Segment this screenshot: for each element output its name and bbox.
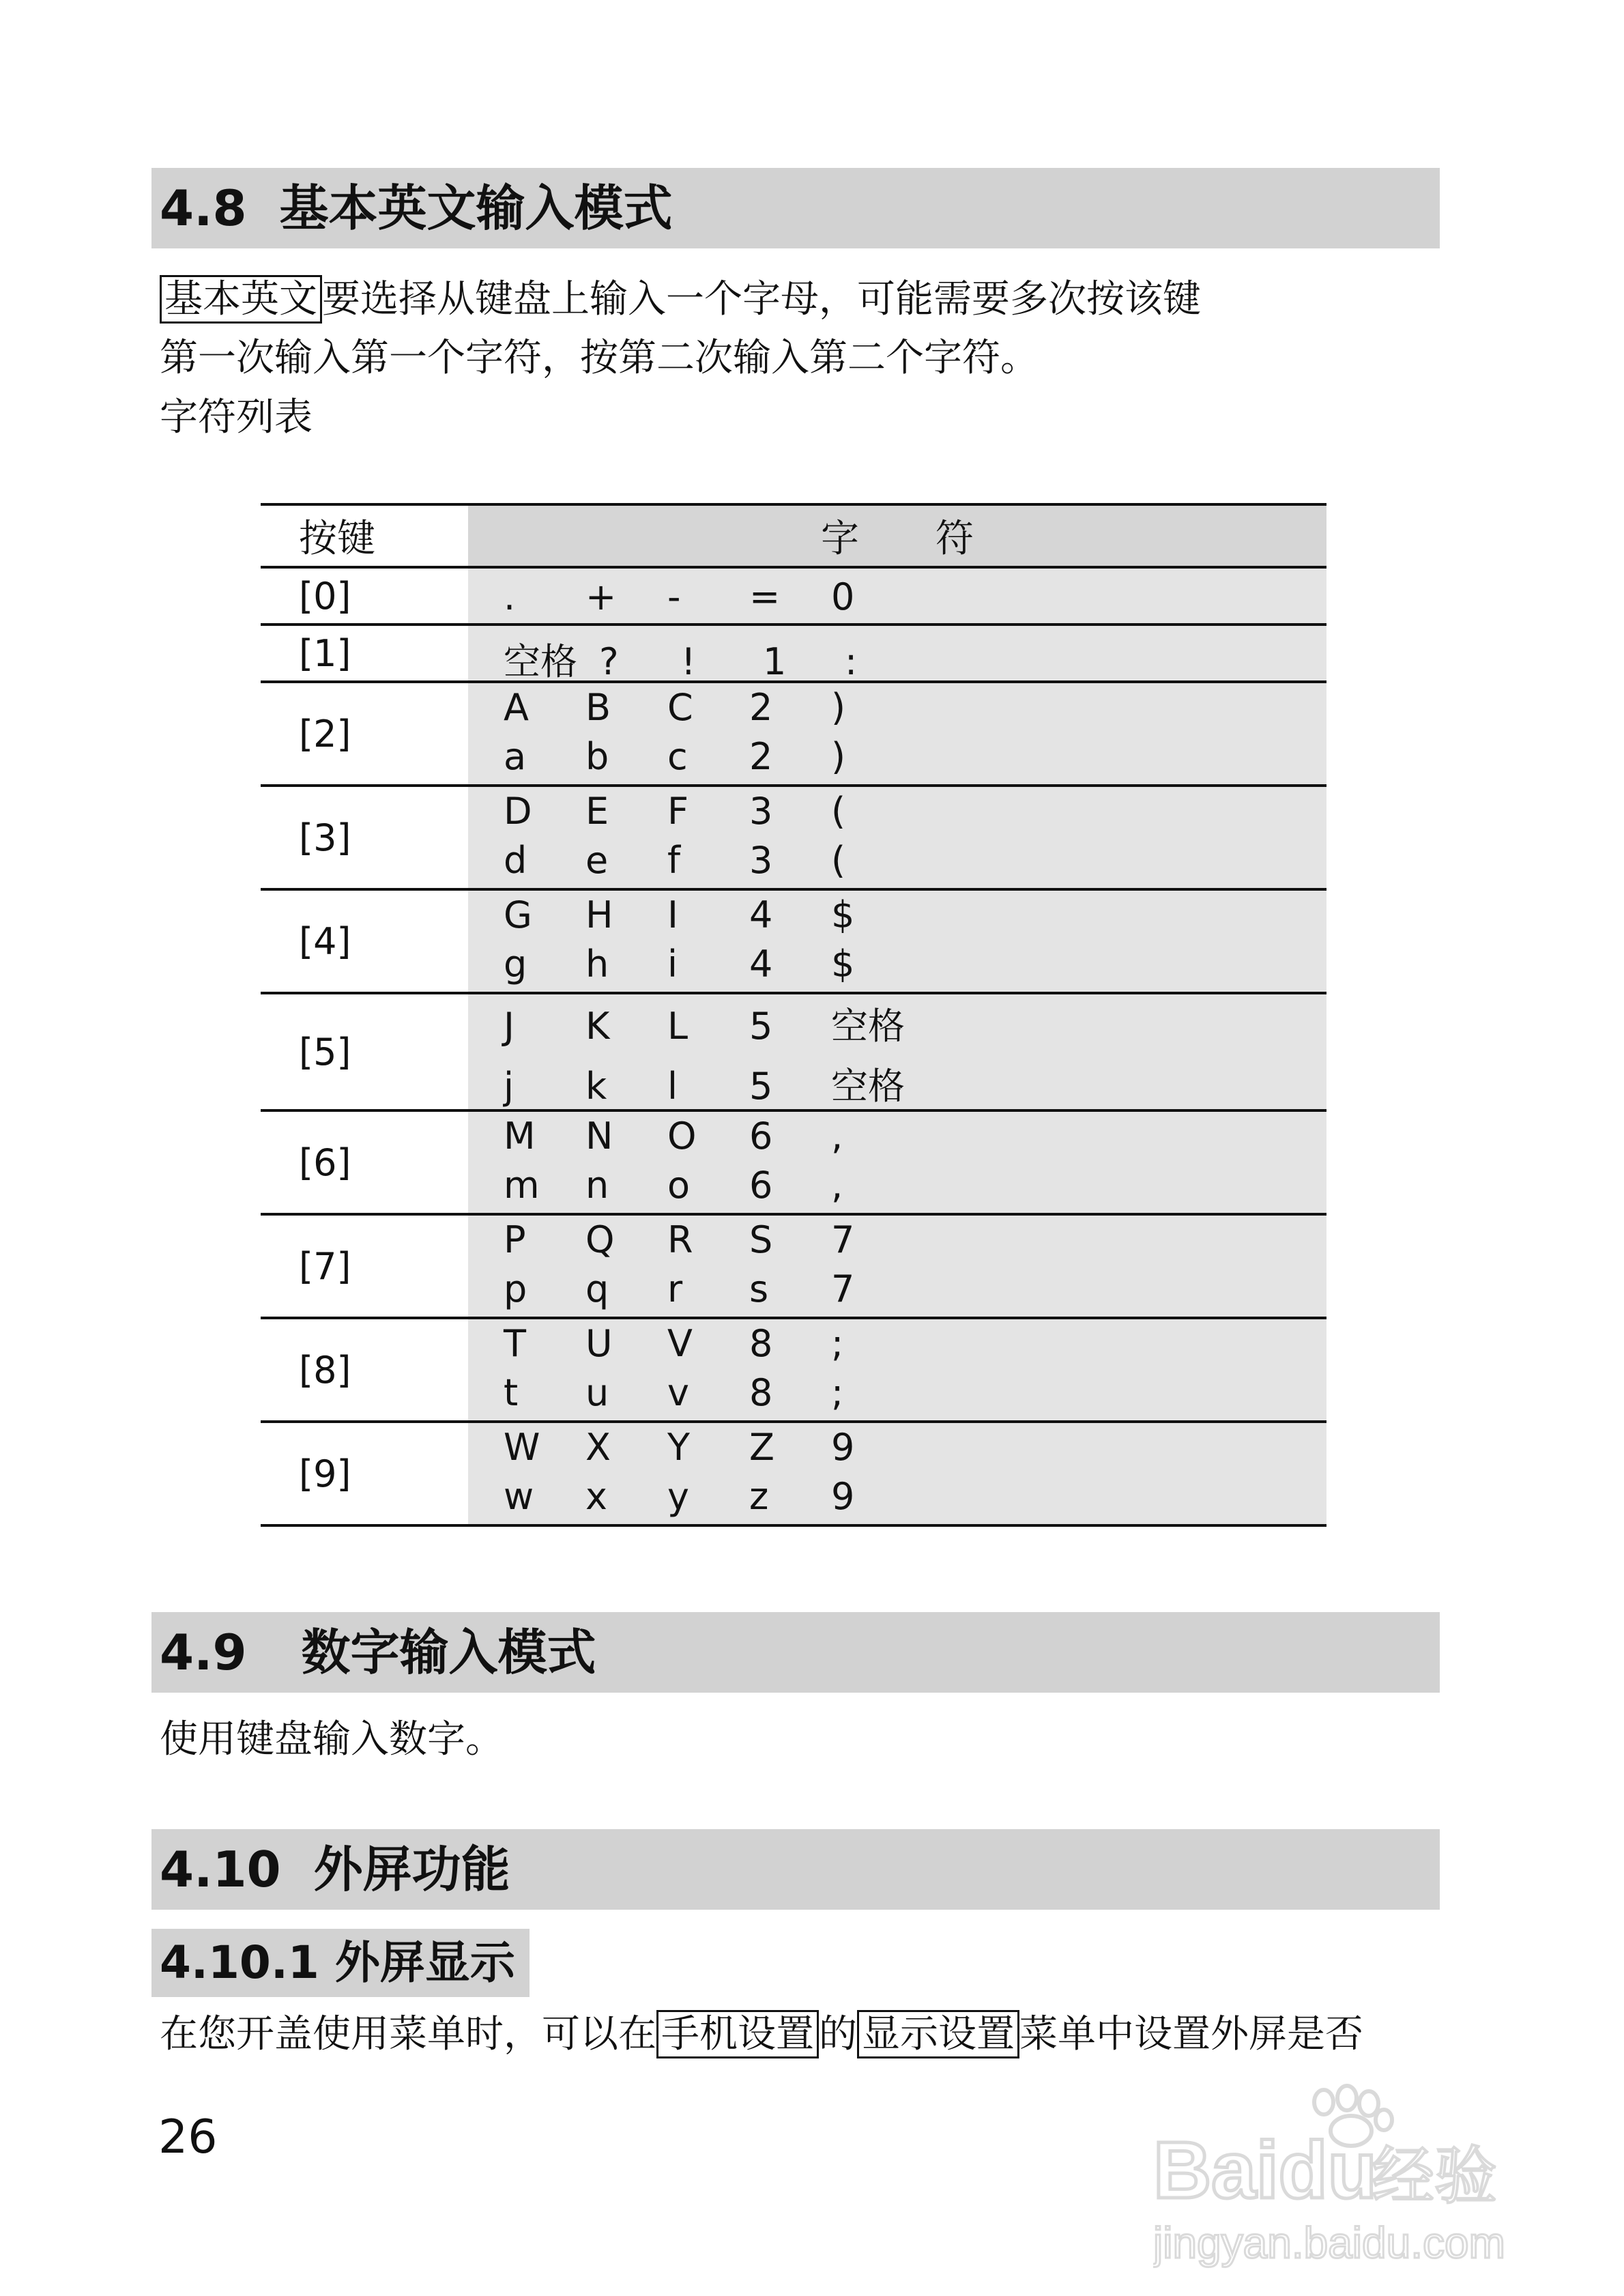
table-row bbox=[261, 787, 1326, 891]
table-row bbox=[261, 1319, 1326, 1423]
character-cell: 0 bbox=[831, 575, 855, 618]
character-cell: + bbox=[585, 575, 617, 618]
character-cell: i bbox=[667, 943, 678, 986]
table-row bbox=[261, 683, 1326, 787]
row-key: [5] bbox=[261, 994, 468, 1109]
character-cell: x bbox=[585, 1475, 607, 1518]
character-cell: - bbox=[667, 575, 681, 618]
character-cell: 7 bbox=[831, 1218, 855, 1261]
header-chars: 字 符 bbox=[468, 506, 1326, 566]
character-cell: ( bbox=[831, 790, 846, 833]
section-4-10-1-body bbox=[160, 2011, 1363, 2058]
character-cell: o bbox=[667, 1164, 691, 1207]
row-characters bbox=[468, 1319, 1326, 1420]
character-cell: H bbox=[585, 893, 613, 936]
character-cell: 4 bbox=[749, 943, 773, 986]
table-header-row bbox=[261, 506, 1326, 569]
character-cell: M bbox=[504, 1115, 536, 1158]
section-heading-4-9 bbox=[151, 1612, 1440, 1693]
table-row bbox=[261, 1112, 1326, 1216]
character-cell: h bbox=[585, 943, 609, 986]
section-number: 4.9 bbox=[160, 1624, 247, 1681]
section-4-9-body: 使用键盘输入数字。 bbox=[160, 1717, 504, 1762]
character-cell: R bbox=[667, 1218, 693, 1261]
subsection-heading-4-10-1: 4.10.1 外屏显示 bbox=[151, 1929, 530, 1997]
header-key: 按键 bbox=[261, 506, 468, 566]
character-cell: k bbox=[585, 1065, 607, 1108]
character-cell: c bbox=[667, 735, 688, 778]
character-cell: 8 bbox=[749, 1371, 773, 1414]
character-cell: 1 bbox=[763, 640, 787, 683]
character-cell: 2 bbox=[749, 735, 773, 778]
table-row bbox=[261, 891, 1326, 994]
character-cell: F bbox=[667, 790, 689, 833]
character-line bbox=[504, 1475, 913, 1518]
character-cell: , bbox=[831, 1115, 843, 1158]
character-line bbox=[504, 575, 913, 618]
character-cell: y bbox=[667, 1475, 689, 1518]
table-row bbox=[261, 994, 1326, 1112]
row-key: [2] bbox=[261, 683, 468, 784]
body-connector: 的 bbox=[819, 2012, 857, 2056]
character-cell: u bbox=[585, 1371, 609, 1414]
character-line bbox=[504, 1426, 913, 1469]
intro-line-1-text: 要选择从键盘上输入一个字母，可能需要多次按该键 bbox=[322, 277, 1201, 321]
character-line bbox=[504, 893, 913, 936]
character-line bbox=[504, 790, 913, 833]
character-cell: ; bbox=[831, 1322, 844, 1365]
character-cell: a bbox=[504, 735, 527, 778]
character-cell: q bbox=[585, 1267, 609, 1310]
character-line bbox=[504, 633, 927, 685]
character-cell: l bbox=[667, 1065, 678, 1108]
row-characters bbox=[468, 683, 1326, 784]
section-number: 4.10 bbox=[160, 1841, 281, 1898]
character-cell: P bbox=[504, 1218, 526, 1261]
section-heading-4-10 bbox=[151, 1829, 1440, 1910]
character-cell: Q bbox=[585, 1218, 615, 1261]
character-cell: 3 bbox=[749, 839, 773, 882]
character-line bbox=[504, 1164, 913, 1207]
character-table bbox=[261, 503, 1326, 1527]
character-cell: 6 bbox=[749, 1115, 773, 1158]
body-prefix: 在您开盖使用菜单时，可以在 bbox=[160, 2012, 656, 2056]
baidu-jingyan-watermark bbox=[1153, 2075, 1535, 2280]
character-cell: w bbox=[504, 1475, 534, 1518]
character-cell: 空格 bbox=[831, 1005, 905, 1048]
character-cell: , bbox=[831, 1164, 843, 1207]
intro-line-2: 第一次输入第一个字符，按第二次输入第二个字符。 bbox=[160, 336, 1039, 380]
character-cell: B bbox=[585, 686, 611, 729]
section-number: 4.8 bbox=[160, 180, 247, 237]
character-cell: ( bbox=[831, 839, 846, 882]
character-cell: E bbox=[585, 790, 609, 833]
paw-logo-icon bbox=[1153, 2075, 1535, 2280]
character-cell: e bbox=[585, 839, 609, 882]
intro-line-3: 字符列表 bbox=[160, 395, 313, 440]
character-cell: U bbox=[585, 1322, 613, 1365]
character-line bbox=[504, 1115, 913, 1158]
row-characters bbox=[468, 626, 1326, 683]
character-line bbox=[504, 686, 913, 729]
section-title: 外屏功能 bbox=[313, 1841, 510, 1898]
character-line bbox=[504, 997, 913, 1050]
character-cell: 9 bbox=[831, 1426, 855, 1469]
character-cell: X bbox=[585, 1426, 611, 1469]
character-cell: r bbox=[667, 1267, 683, 1310]
table-row bbox=[261, 1423, 1326, 1527]
character-cell: $ bbox=[831, 943, 855, 986]
character-cell: ; bbox=[831, 1371, 844, 1414]
character-cell: n bbox=[585, 1164, 609, 1207]
character-cell: b bbox=[585, 735, 609, 778]
row-characters bbox=[468, 994, 1326, 1109]
row-key: [7] bbox=[261, 1216, 468, 1317]
character-cell: 7 bbox=[831, 1267, 855, 1310]
character-cell: A bbox=[504, 686, 529, 729]
section-heading-4-8 bbox=[151, 168, 1440, 248]
character-cell: f bbox=[667, 839, 681, 882]
character-cell: D bbox=[504, 790, 532, 833]
section-title: 数字输入模式 bbox=[301, 1624, 596, 1681]
row-key: [8] bbox=[261, 1319, 468, 1420]
character-cell: g bbox=[504, 943, 527, 986]
row-key: [3] bbox=[261, 787, 468, 888]
character-cell: 8 bbox=[749, 1322, 773, 1365]
character-cell: N bbox=[585, 1115, 613, 1158]
character-cell: C bbox=[667, 686, 693, 729]
character-line bbox=[504, 839, 913, 882]
row-key: [1] bbox=[261, 626, 468, 680]
character-line bbox=[504, 1371, 913, 1414]
character-line bbox=[504, 735, 913, 778]
character-cell: J bbox=[504, 1005, 514, 1048]
character-cell: p bbox=[504, 1267, 527, 1310]
character-line bbox=[504, 1267, 913, 1310]
character-cell: G bbox=[504, 893, 532, 936]
row-characters bbox=[468, 891, 1326, 992]
character-cell: ? bbox=[599, 640, 619, 683]
character-cell: . bbox=[504, 575, 516, 618]
row-characters bbox=[468, 787, 1326, 888]
table-row bbox=[261, 626, 1326, 683]
character-cell: ) bbox=[831, 735, 846, 778]
character-cell: = bbox=[749, 575, 781, 618]
character-cell: ) bbox=[831, 686, 846, 729]
boxed-term: 基本英文 bbox=[160, 275, 322, 324]
character-cell: j bbox=[504, 1065, 514, 1108]
body-suffix: 菜单中设置外屏是否 bbox=[1019, 2012, 1363, 2056]
table-row bbox=[261, 1216, 1326, 1319]
row-characters bbox=[468, 1112, 1326, 1213]
character-cell: W bbox=[504, 1426, 540, 1469]
intro-line-1 bbox=[160, 276, 1201, 324]
character-cell: : bbox=[845, 640, 858, 683]
character-cell: v bbox=[667, 1371, 689, 1414]
character-cell: Z bbox=[749, 1426, 774, 1469]
table-body bbox=[261, 569, 1326, 1527]
table-row bbox=[261, 569, 1326, 626]
character-cell: 5 bbox=[749, 1005, 773, 1048]
watermark-brand: Baidu bbox=[1153, 2125, 1377, 2215]
row-key: [6] bbox=[261, 1112, 468, 1213]
row-characters bbox=[468, 1216, 1326, 1317]
character-cell: t bbox=[504, 1371, 519, 1414]
character-cell: d bbox=[504, 839, 527, 882]
character-line bbox=[504, 1057, 913, 1110]
character-cell: L bbox=[667, 1005, 688, 1048]
row-key: [0] bbox=[261, 569, 468, 623]
character-line bbox=[504, 943, 913, 986]
character-cell: 4 bbox=[749, 893, 773, 936]
character-cell: 空格 bbox=[831, 1065, 905, 1108]
character-cell: 空格 bbox=[504, 640, 577, 683]
menu-display-settings: 显示设置 bbox=[857, 2010, 1019, 2058]
row-characters bbox=[468, 569, 1326, 623]
page-number: 26 bbox=[158, 2110, 218, 2164]
character-cell: S bbox=[749, 1218, 773, 1261]
character-cell: I bbox=[667, 893, 678, 936]
character-cell: s bbox=[749, 1267, 769, 1310]
character-line bbox=[504, 1218, 913, 1261]
character-cell: V bbox=[667, 1322, 693, 1365]
character-cell: m bbox=[504, 1164, 540, 1207]
character-cell: Y bbox=[667, 1426, 690, 1469]
row-key: [9] bbox=[261, 1423, 468, 1524]
section-title: 基本英文输入模式 bbox=[279, 180, 673, 237]
character-cell: $ bbox=[831, 893, 855, 936]
character-cell: O bbox=[667, 1115, 697, 1158]
character-cell: z bbox=[749, 1475, 769, 1518]
watermark-product: 经验 bbox=[1372, 2140, 1498, 2213]
row-characters bbox=[468, 1423, 1326, 1524]
character-cell: 6 bbox=[749, 1164, 773, 1207]
row-key: [4] bbox=[261, 891, 468, 992]
character-line bbox=[504, 1322, 913, 1365]
character-cell: T bbox=[504, 1322, 526, 1365]
character-cell: 2 bbox=[749, 686, 773, 729]
character-cell: ! bbox=[681, 640, 696, 683]
watermark-url: jingyan.baidu.com bbox=[1153, 2218, 1505, 2267]
character-cell: K bbox=[585, 1005, 610, 1048]
character-cell: 5 bbox=[749, 1065, 773, 1108]
menu-phone-settings: 手机设置 bbox=[656, 2010, 819, 2058]
character-cell: 3 bbox=[749, 790, 773, 833]
character-cell: 9 bbox=[831, 1475, 855, 1518]
